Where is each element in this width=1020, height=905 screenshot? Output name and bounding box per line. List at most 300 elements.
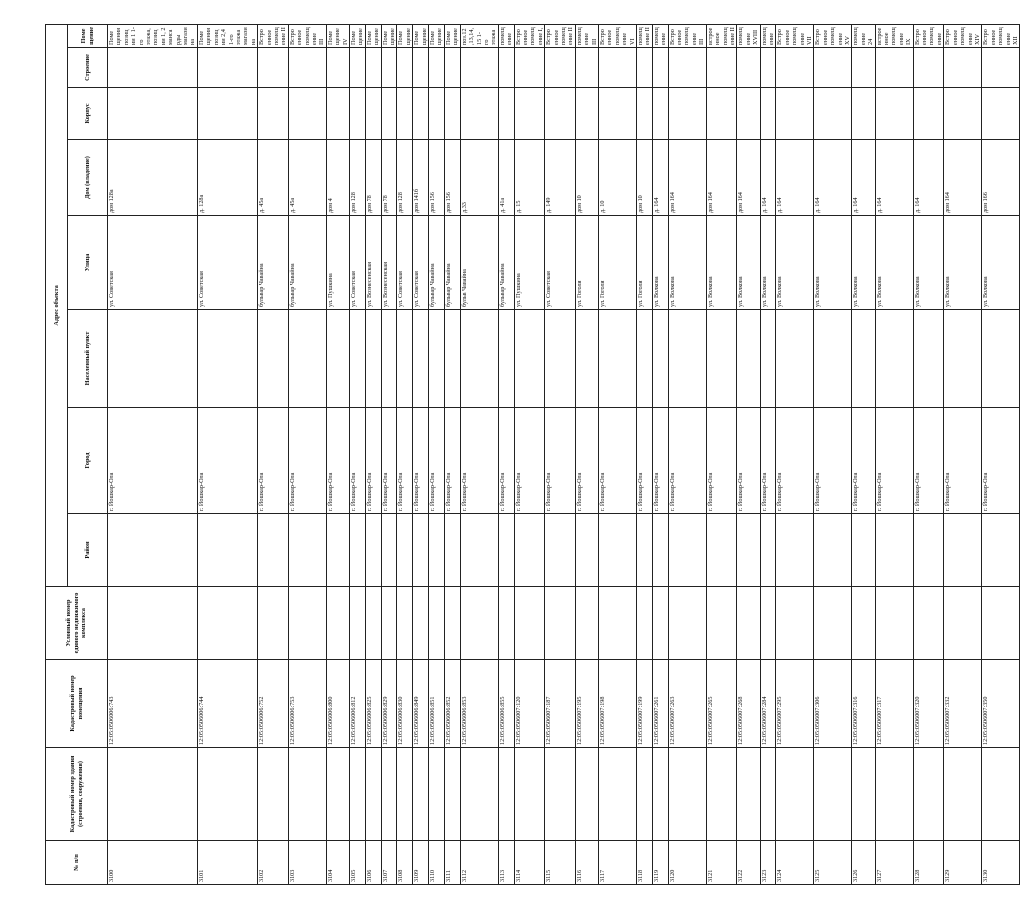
cell-building-cadastral [652, 748, 668, 841]
table-row [108, 24, 198, 884]
cell-district [326, 514, 349, 587]
cell-house: д. 164 [913, 140, 944, 216]
cell-street: ул. Пушкина [514, 216, 545, 310]
cell-complex-number [498, 587, 514, 660]
cell-house: д. 149 [545, 140, 576, 216]
cell-corpus [814, 88, 852, 140]
cell-house: дом 78 [381, 140, 397, 216]
cell-city: г. Йошкар-Ола [760, 408, 776, 514]
cell-locality [944, 310, 982, 408]
cell-structure [350, 48, 366, 88]
cell-structure [288, 48, 326, 88]
cell-building-cadastral [514, 748, 545, 841]
cell-house: д. 164 [814, 140, 852, 216]
cell-district [381, 514, 397, 587]
cell-premises-cadastral: 12:05:0506007:120 [514, 660, 545, 748]
cell-locality [776, 310, 814, 408]
cell-city: г. Йошкар-Ола [545, 408, 576, 514]
cell-premises-cadastral: 12:05:0506006:855 [498, 660, 514, 748]
cell-house: д. 15 [514, 140, 545, 216]
cell-building-cadastral [668, 748, 706, 841]
cell-district [514, 514, 545, 587]
cell-city: г. Йошкар-Ола [288, 408, 326, 514]
cell-number: 3110 [429, 841, 445, 885]
cell-city: г. Йошкар-Ола [514, 408, 545, 514]
cell-building-cadastral [444, 748, 460, 841]
table-row [652, 24, 668, 884]
cell-number: 3124 [776, 841, 814, 885]
cell-corpus [365, 88, 381, 140]
table-row [706, 24, 737, 884]
cell-building-cadastral [637, 748, 653, 841]
cell-district [350, 514, 366, 587]
cell-street: ул. Советская [413, 216, 429, 310]
table-row [460, 24, 498, 884]
cell-house: д. 164 [875, 140, 913, 216]
cell-district [637, 514, 653, 587]
cell-city: г. Йошкар-Ола [498, 408, 514, 514]
cell-building-cadastral [913, 748, 944, 841]
cell-premises: Встроенное помещение XII [982, 24, 1020, 47]
cell-house: д. 10 [599, 140, 637, 216]
cell-premises: поз.12,13,14,15 1-го этажа [460, 24, 498, 47]
cell-district [652, 514, 668, 587]
cell-district [814, 514, 852, 587]
cell-street: ул. Волкова [982, 216, 1020, 310]
cell-house: д. 45а [288, 140, 326, 216]
cell-corpus [108, 88, 198, 140]
cell-premises: помещение XVIII [737, 24, 760, 47]
cell-complex-number [288, 587, 326, 660]
cell-locality [637, 310, 653, 408]
cell-locality [350, 310, 366, 408]
cell-structure [108, 48, 198, 88]
cell-number: 3123 [760, 841, 776, 885]
cell-building-cadastral [599, 748, 637, 841]
cell-structure [982, 48, 1020, 88]
cell-premises: помещение II [637, 24, 653, 47]
cell-district [913, 514, 944, 587]
cell-number: 3112 [460, 841, 498, 885]
cell-city: г. Йошкар-Ола [982, 408, 1020, 514]
cell-building-cadastral [760, 748, 776, 841]
cell-premises-cadastral: 12:05:0506007:198 [599, 660, 637, 748]
table-row [258, 24, 289, 884]
header-locality: Населенный пункт [68, 310, 108, 408]
cell-complex-number [381, 587, 397, 660]
cell-structure [760, 48, 776, 88]
header-street: Улица [68, 216, 108, 310]
cell-house: дом 164 [706, 140, 737, 216]
cell-city: г. Йошкар-Ола [381, 408, 397, 514]
cell-district [668, 514, 706, 587]
cell-city: г. Йошкар-Ола [875, 408, 913, 514]
cell-building-cadastral [381, 748, 397, 841]
cell-corpus [444, 88, 460, 140]
cell-house: д. 164 [760, 140, 776, 216]
cell-premises-cadastral: 12:05:0506007:332 [944, 660, 982, 748]
cell-city: г. Йошкар-Ола [668, 408, 706, 514]
cell-complex-number [776, 587, 814, 660]
table-row [875, 24, 913, 884]
cell-premises-cadastral: 12:05:0506007:195 [575, 660, 598, 748]
cell-locality [913, 310, 944, 408]
cell-locality [575, 310, 598, 408]
cell-number: 3108 [397, 841, 413, 885]
cell-complex-number [599, 587, 637, 660]
cell-house: дом 164 [668, 140, 706, 216]
table-row [413, 24, 429, 884]
cell-corpus [668, 88, 706, 140]
cell-city: г. Йошкар-Ола [814, 408, 852, 514]
table-row [982, 24, 1020, 884]
cell-street: ул. Гоголя [637, 216, 653, 310]
table-row [288, 24, 326, 884]
cell-premises-cadastral: 12:05:0506006:744 [197, 660, 257, 748]
cell-premises-cadastral: 12:05:0506007:320 [913, 660, 944, 748]
table-row [444, 24, 460, 884]
cell-complex-number [637, 587, 653, 660]
table-row [397, 24, 413, 884]
cell-district [444, 514, 460, 587]
cell-number: 3130 [982, 841, 1020, 885]
cell-locality [108, 310, 198, 408]
cell-complex-number [982, 587, 1020, 660]
cell-premises-cadastral: 12:05:0506006:800 [326, 660, 349, 748]
cell-city: г. Йошкар-Ола [913, 408, 944, 514]
cell-structure [365, 48, 381, 88]
cell-street: ул. Волкова [760, 216, 776, 310]
cell-city: г. Йошкар-Ола [460, 408, 498, 514]
table-row [776, 24, 814, 884]
cell-complex-number [460, 587, 498, 660]
cell-corpus [944, 88, 982, 140]
cell-building-cadastral [460, 748, 498, 841]
table-row [365, 24, 381, 884]
table-row [944, 24, 982, 884]
cell-locality [498, 310, 514, 408]
cell-district [944, 514, 982, 587]
cell-city: г. Йошкар-Ола [637, 408, 653, 514]
cell-corpus [652, 88, 668, 140]
cell-district [429, 514, 445, 587]
cell-premises-cadastral: 12:05:0506006:825 [365, 660, 381, 748]
cell-premises: помещение III [575, 24, 598, 47]
cell-premises-cadastral: 12:05:0506007:199 [637, 660, 653, 748]
table-row [668, 24, 706, 884]
table-row [381, 24, 397, 884]
cell-complex-number [108, 587, 198, 660]
cell-district [737, 514, 760, 587]
cell-street: бульвар Чавайна [258, 216, 289, 310]
cell-corpus [197, 88, 257, 140]
cell-premises: Помещение [397, 24, 413, 47]
cell-premises-cadastral: 12:05:0506007:187 [545, 660, 576, 748]
cell-premises: Встроенное помещение III [668, 24, 706, 47]
cell-street: ул. Советская [197, 216, 257, 310]
cell-structure [326, 48, 349, 88]
cell-corpus [913, 88, 944, 140]
cell-corpus [288, 88, 326, 140]
header-premises: Помещение [68, 24, 108, 47]
cell-premises-cadastral: 12:05:0506006:812 [350, 660, 366, 748]
cell-street: ул. Гоголя [599, 216, 637, 310]
cell-complex-number [413, 587, 429, 660]
cell-locality [737, 310, 760, 408]
cell-street: ул. Советская [108, 216, 198, 310]
cell-number: 3126 [852, 841, 875, 885]
cell-street: ул. Волкова [852, 216, 875, 310]
cell-building-cadastral [706, 748, 737, 841]
cell-street: бульвар Чавайна [429, 216, 445, 310]
cell-corpus [381, 88, 397, 140]
cell-street: ул. Вознесенская [365, 216, 381, 310]
cell-complex-number [429, 587, 445, 660]
cell-corpus [413, 88, 429, 140]
cell-district [365, 514, 381, 587]
cell-city: г. Йошкар-Ола [397, 408, 413, 514]
cell-premises-cadastral: 12:05:0506006:830 [397, 660, 413, 748]
cell-house: д. 164 [652, 140, 668, 216]
header-num: № п/п [46, 841, 108, 885]
cell-structure [397, 48, 413, 88]
property-table [45, 24, 1020, 885]
cell-structure [944, 48, 982, 88]
header-building-cadastral: Кадастровый номер здания (строения, сооружения) [46, 748, 108, 841]
cell-district [460, 514, 498, 587]
cell-number: 3101 [197, 841, 257, 885]
cell-structure [498, 48, 514, 88]
cell-number: 3116 [575, 841, 598, 885]
cell-number: 3107 [381, 841, 397, 885]
cell-corpus [397, 88, 413, 140]
cell-complex-number [326, 587, 349, 660]
cell-city: г. Йошкар-Ола [599, 408, 637, 514]
cell-house: д.33 [460, 140, 498, 216]
cell-complex-number [350, 587, 366, 660]
cell-district [397, 514, 413, 587]
cell-structure [875, 48, 913, 88]
cell-locality [760, 310, 776, 408]
cell-city: г. Йошкар-Ола [413, 408, 429, 514]
cell-building-cadastral [288, 748, 326, 841]
cell-street: бульвар Чавайна [498, 216, 514, 310]
cell-premises: Встроенное помещение II [258, 24, 289, 47]
header-city: Город [68, 408, 108, 514]
cell-corpus [760, 88, 776, 140]
table-row [637, 24, 653, 884]
cell-locality [444, 310, 460, 408]
cell-city: г. Йошкар-Ола [575, 408, 598, 514]
cell-corpus [326, 88, 349, 140]
cell-district [108, 514, 198, 587]
cell-premises: Встроенное помещение VII [776, 24, 814, 47]
cell-premises: помещение [760, 24, 776, 47]
cell-structure [814, 48, 852, 88]
cell-street: ул. Волкова [875, 216, 913, 310]
cell-corpus [514, 88, 545, 140]
cell-house: дом 4 [326, 140, 349, 216]
cell-locality [668, 310, 706, 408]
table-row [545, 24, 576, 884]
cell-district [575, 514, 598, 587]
cell-number: 3114 [514, 841, 545, 885]
cell-city: г. Йошкар-Ола [350, 408, 366, 514]
cell-complex-number [944, 587, 982, 660]
cell-structure [444, 48, 460, 88]
cell-building-cadastral [776, 748, 814, 841]
cell-number: 3125 [814, 841, 852, 885]
cell-district [706, 514, 737, 587]
cell-house: дом 164 [944, 140, 982, 216]
cell-number: 3102 [258, 841, 289, 885]
cell-number: 3106 [365, 841, 381, 885]
cell-structure [776, 48, 814, 88]
cell-locality [545, 310, 576, 408]
cell-district [982, 514, 1020, 587]
cell-building-cadastral [852, 748, 875, 841]
cell-locality [514, 310, 545, 408]
cell-structure [737, 48, 760, 88]
cell-complex-number [852, 587, 875, 660]
cell-building-cadastral [545, 748, 576, 841]
cell-city: г. Йошкар-Ола [326, 408, 349, 514]
cell-house: дом 166 [982, 140, 1020, 216]
cell-building-cadastral [108, 748, 198, 841]
cell-city: г. Йошкар-Ола [365, 408, 381, 514]
cell-locality [258, 310, 289, 408]
cell-corpus [706, 88, 737, 140]
table-row [197, 24, 257, 884]
cell-locality [814, 310, 852, 408]
cell-building-cadastral [737, 748, 760, 841]
cell-locality [365, 310, 381, 408]
cell-number: 3115 [545, 841, 576, 885]
cell-number: 3113 [498, 841, 514, 885]
cell-number: 3128 [913, 841, 944, 885]
cell-premises-cadastral: 12:05:0506007:350 [982, 660, 1020, 748]
cell-locality [875, 310, 913, 408]
cell-city: г. Йошкар-Ола [776, 408, 814, 514]
cell-premises-cadastral: 12:05:0506006:853 [460, 660, 498, 748]
cell-building-cadastral [258, 748, 289, 841]
cell-complex-number [397, 587, 413, 660]
cell-structure [429, 48, 445, 88]
cell-complex-number [365, 587, 381, 660]
cell-complex-number [514, 587, 545, 660]
cell-number: 3127 [875, 841, 913, 885]
cell-building-cadastral [365, 748, 381, 841]
cell-premises: встроенное помещение II [706, 24, 737, 47]
cell-premises: Помещение [444, 24, 460, 47]
cell-premises: встроенное помещение IX [875, 24, 913, 47]
cell-house: д. 41а [498, 140, 514, 216]
table-row [760, 24, 776, 884]
header-address-group: Адрес объекта [46, 24, 68, 586]
table-row [814, 24, 852, 884]
cell-number: 3122 [737, 841, 760, 885]
cell-street: ул. Пушкина [326, 216, 349, 310]
cell-street: ул. Волкова [668, 216, 706, 310]
cell-locality [706, 310, 737, 408]
cell-premises-cadastral: 12:05:0506007:295 [776, 660, 814, 748]
cell-complex-number [668, 587, 706, 660]
cell-number: 3129 [944, 841, 982, 885]
cell-structure [460, 48, 498, 88]
cell-structure [381, 48, 397, 88]
cell-city: г. Йошкар-Ола [706, 408, 737, 514]
cell-building-cadastral [429, 748, 445, 841]
cell-district [599, 514, 637, 587]
cell-street: ул. Советская [545, 216, 576, 310]
cell-structure [668, 48, 706, 88]
cell-premises-cadastral: 12:05:0506007:268 [737, 660, 760, 748]
cell-premises-cadastral: 12:05:0506007:306 [814, 660, 852, 748]
cell-house: д. 164 [776, 140, 814, 216]
cell-house: дом 128 [350, 140, 366, 216]
cell-house: дом 78 [365, 140, 381, 216]
cell-locality [413, 310, 429, 408]
cell-premises: Встроенное помещение VI [599, 24, 637, 47]
cell-house: д. 128а [197, 140, 257, 216]
cell-building-cadastral [875, 748, 913, 841]
cell-number: 3104 [326, 841, 349, 885]
cell-street: ул. Волкова [814, 216, 852, 310]
cell-district [288, 514, 326, 587]
cell-building-cadastral [326, 748, 349, 841]
cell-premises-cadastral: 12:05:0506007:261 [652, 660, 668, 748]
cell-corpus [498, 88, 514, 140]
cell-premises-cadastral: 12:05:0506007:316 [852, 660, 875, 748]
cell-premises: Встроенное помещение XV [814, 24, 852, 47]
cell-street: ул. Волкова [776, 216, 814, 310]
cell-structure [652, 48, 668, 88]
cell-corpus [737, 88, 760, 140]
cell-corpus [575, 88, 598, 140]
cell-locality [288, 310, 326, 408]
header-district: Район [68, 514, 108, 587]
cell-complex-number [258, 587, 289, 660]
cell-locality [852, 310, 875, 408]
cell-corpus [429, 88, 445, 140]
header-house: Дом (владение) [68, 140, 108, 216]
cell-house: дом 10 [575, 140, 598, 216]
cell-number: 3109 [413, 841, 429, 885]
cell-structure [197, 48, 257, 88]
cell-district [776, 514, 814, 587]
cell-premises: помещение [498, 24, 514, 47]
cell-premises: Помещение [381, 24, 397, 47]
cell-city: г. Йошкар-Ола [429, 408, 445, 514]
cell-house: д. 45а [258, 140, 289, 216]
cell-structure [413, 48, 429, 88]
cell-structure [575, 48, 598, 88]
cell-complex-number [197, 587, 257, 660]
cell-premises: Встроенное помещение XIV [944, 24, 982, 47]
header-structure: Строение [68, 48, 108, 88]
table-row [913, 24, 944, 884]
cell-street: ул. Советская [397, 216, 413, 310]
table-body [108, 24, 1020, 884]
cell-premises-cadastral: 12:05:0506006:829 [381, 660, 397, 748]
cell-premises: Помещение [365, 24, 381, 47]
table-row [326, 24, 349, 884]
cell-locality [397, 310, 413, 408]
cell-city: г. Йошкар-Ола [852, 408, 875, 514]
cell-complex-number [737, 587, 760, 660]
cell-complex-number [652, 587, 668, 660]
cell-locality [381, 310, 397, 408]
